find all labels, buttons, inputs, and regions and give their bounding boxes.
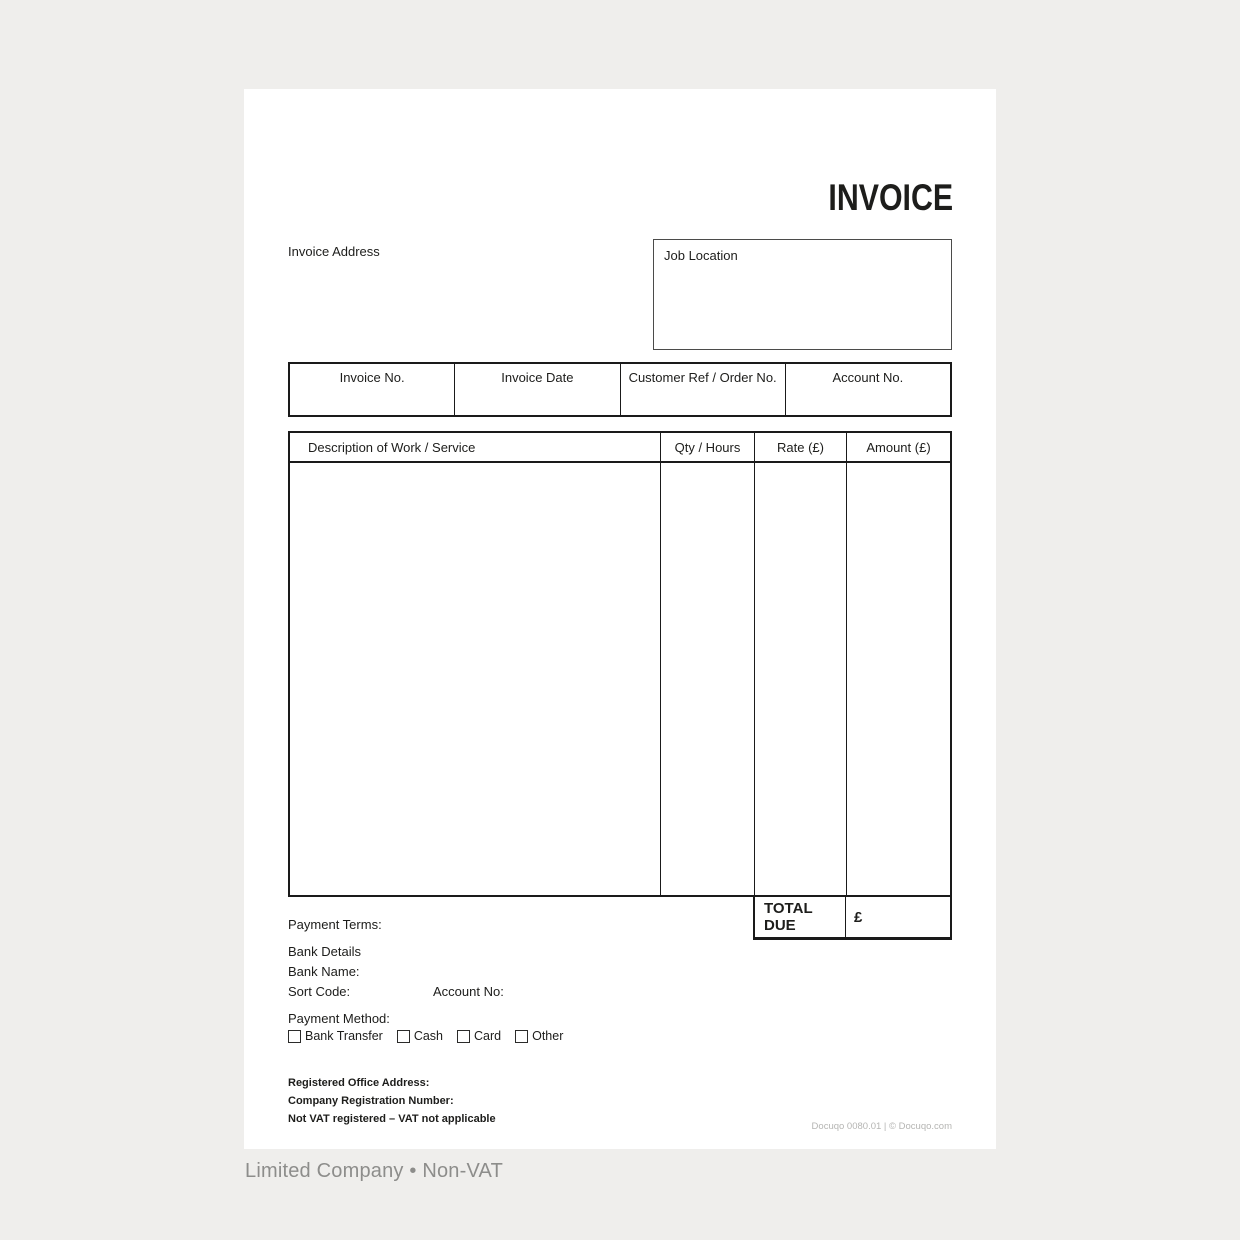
registration-footer [288, 1074, 496, 1128]
qty-hours-entry-area[interactable] [661, 463, 755, 895]
line-items-header-row [290, 433, 950, 463]
invoice-date-label: Invoice Date [501, 370, 574, 385]
payment-method-options [288, 1029, 563, 1043]
job-location-field[interactable] [653, 239, 952, 350]
checkbox-bank-transfer-icon[interactable] [288, 1030, 301, 1043]
col-header-amount: Amount (£) [866, 439, 931, 455]
payment-method-other[interactable] [515, 1029, 563, 1043]
other-label: Other [532, 1029, 564, 1043]
currency-symbol: £ [854, 908, 863, 926]
col-header-qty-hours: Qty / Hours [661, 433, 755, 461]
account-no-header-label: Account No. [832, 370, 904, 385]
payment-method-card[interactable] [457, 1029, 501, 1043]
customer-ref-label: Customer Ref / Order No. [628, 370, 777, 385]
total-due-amount-field[interactable] [846, 897, 950, 937]
sort-code-label: Sort Code: [288, 984, 351, 999]
checkbox-card-icon[interactable] [457, 1030, 470, 1043]
payment-terms-label: Payment Terms: [288, 917, 382, 932]
col-header-rate: Rate (£) [755, 433, 847, 461]
rate-entry-area[interactable] [755, 463, 847, 895]
payment-method-bank-transfer[interactable] [288, 1029, 383, 1043]
invoice-title: INVOICE [828, 177, 953, 218]
col-header-description: Description of Work / Service [290, 433, 661, 461]
line-items-body [290, 463, 950, 895]
total-due-label: TOTAL DUE [755, 897, 846, 937]
company-registration-label: Company Registration Number: [288, 1095, 454, 1107]
payment-method-label: Payment Method: [288, 1011, 390, 1026]
invoice-page [244, 89, 996, 1149]
bank-name-label: Bank Name: [288, 964, 360, 979]
variant-caption: Limited Company • Non-VAT [245, 1160, 504, 1182]
bank-transfer-label: Bank Transfer [305, 1029, 383, 1043]
checkbox-other-icon[interactable] [515, 1030, 528, 1043]
docuqo-watermark: Docuqo 0080.01 | © Docuqo.com [811, 1121, 952, 1132]
total-due-row [753, 897, 952, 940]
payment-method-cash[interactable] [397, 1029, 443, 1043]
customer-ref-field[interactable] [621, 364, 786, 415]
checkbox-cash-icon[interactable] [397, 1030, 410, 1043]
invoice-date-field[interactable] [455, 364, 620, 415]
cash-label: Cash [413, 1029, 444, 1043]
vat-note: Not VAT registered – VAT not applicable [288, 1113, 496, 1125]
bank-details-label: Bank Details [288, 944, 361, 959]
account-no-label: Account No: [433, 984, 504, 999]
invoice-no-label: Invoice No. [339, 370, 405, 385]
invoice-no-field[interactable] [290, 364, 455, 415]
registered-office-label: Registered Office Address: [288, 1077, 430, 1089]
invoice-info-table [288, 362, 952, 417]
line-items-table [288, 431, 952, 897]
card-label: Card [474, 1029, 502, 1043]
invoice-address-label: Invoice Address [288, 244, 380, 259]
job-location-label: Job Location [664, 248, 738, 263]
description-entry-area[interactable] [290, 463, 661, 895]
amount-entry-area[interactable] [847, 463, 950, 895]
sort-code-row [288, 984, 688, 999]
account-no-field[interactable] [786, 364, 950, 415]
